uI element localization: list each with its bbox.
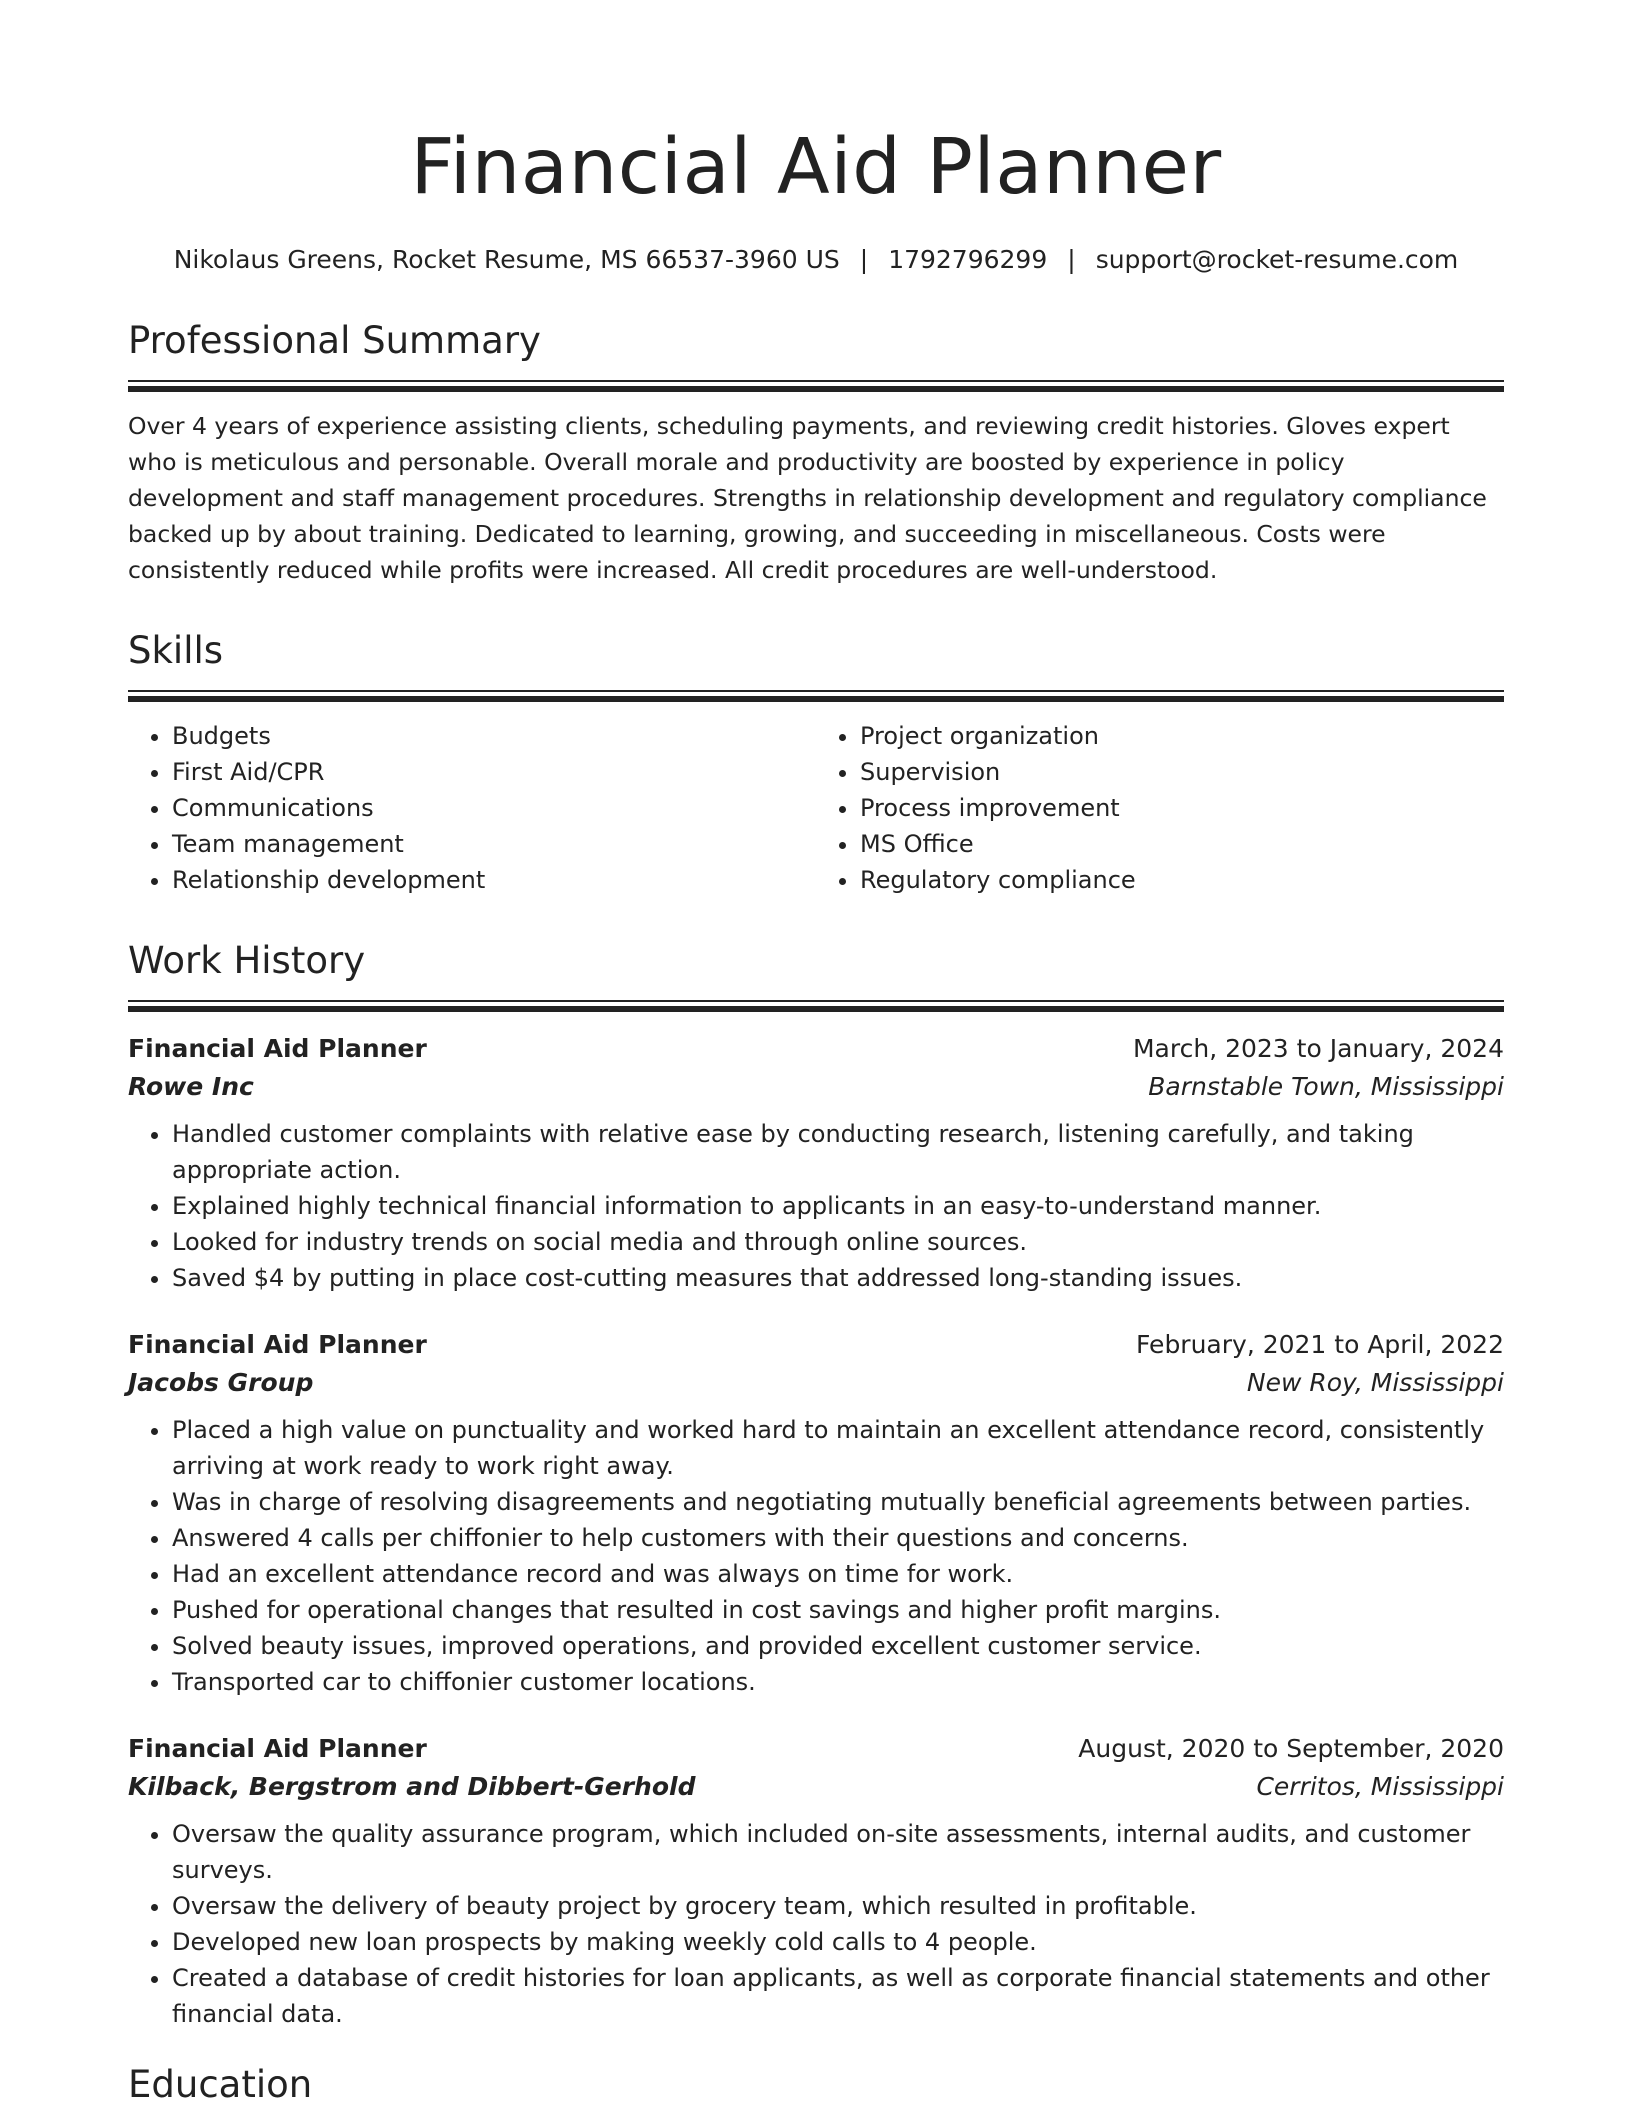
contact-email[interactable]: support@rocket-resume.com xyxy=(1095,245,1459,274)
job-company: Rowe Inc xyxy=(128,1072,254,1101)
contact-phone: 1792796299 xyxy=(888,245,1048,274)
skill-item: • Project organization xyxy=(860,718,1504,754)
job-header xyxy=(128,1326,1504,1364)
job-bullet: • Oversaw the quality assurance program, which included on-site assessments, internal audits, and customer surveys. xyxy=(172,1816,1504,1888)
job-bullet: • Pushed for operational changes that resulted in cost savings and higher profit margins. xyxy=(172,1592,1504,1628)
job-subheader xyxy=(128,1068,1504,1106)
job-location: Barnstable Town, Mississippi xyxy=(1148,1072,1504,1101)
job-bullet: • Answered 4 calls per chiffonier to help customers with their questions and concerns. xyxy=(172,1520,1504,1556)
contact-address: Nikolaus Greens, Rocket Resume, MS 66537-3960 US xyxy=(173,245,840,274)
job-subheader xyxy=(128,1364,1504,1402)
job-subheader xyxy=(128,1768,1504,1806)
job-bullet: • Handled customer complaints with relative ease by conducting research, listening carefully, and taking appropriate action. xyxy=(172,1116,1504,1188)
job-bullet: • Looked for industry trends on social media and through online sources. xyxy=(172,1224,1504,1260)
job-bullet: • Saved $4 by putting in place cost-cutting measures that addressed long-standing issues. xyxy=(172,1260,1504,1296)
job-bullet: • Solved beauty issues, improved operations, and provided excellent customer service. xyxy=(172,1628,1504,1664)
skill-item: • First Aid/CPR xyxy=(172,754,816,790)
contact-separator: | xyxy=(1067,245,1076,274)
skill-item: • MS Office xyxy=(860,826,1504,862)
skill-item: • Process improvement xyxy=(860,790,1504,826)
section-divider xyxy=(128,380,1504,392)
job-bullets xyxy=(128,1116,1504,1296)
job-dates: August, 2020 to September, 2020 xyxy=(1078,1734,1504,1763)
job-header xyxy=(128,1030,1504,1068)
skill-item: • Supervision xyxy=(860,754,1504,790)
job-entry xyxy=(128,1730,1504,2032)
job-entry xyxy=(128,1326,1504,1700)
work-history-heading: Work History xyxy=(128,939,366,982)
skill-item: • Regulatory compliance xyxy=(860,862,1504,898)
job-dates: February, 2021 to April, 2022 xyxy=(1136,1330,1504,1359)
job-bullet: • Explained highly technical financial information to applicants in an easy-to-understand manner. xyxy=(172,1188,1504,1224)
resume-name: Financial Aid Planner xyxy=(410,123,1222,212)
job-bullet: • Oversaw the delivery of beauty project by grocery team, which resulted in profitable. xyxy=(172,1888,1504,1924)
education-heading: Education xyxy=(128,2063,313,2106)
summary-heading: Professional Summary xyxy=(128,319,541,362)
skills-list xyxy=(128,718,1504,898)
job-bullet: • Placed a high value on punctuality and worked hard to maintain an excellent attendance record, consistently arriving at work ready to work right away. xyxy=(172,1412,1504,1484)
skill-item: • Team management xyxy=(172,826,816,862)
skill-item: • Budgets xyxy=(172,718,816,754)
job-bullet: • Transported car to chiffonier customer locations. xyxy=(172,1664,1504,1700)
contact-line xyxy=(128,242,1504,278)
job-dates: March, 2023 to January, 2024 xyxy=(1132,1034,1504,1063)
job-bullets xyxy=(128,1816,1504,2032)
job-header xyxy=(128,1730,1504,1768)
summary-text: Over 4 years of experience assisting clients, scheduling payments, and reviewing credit histories. Gloves expert who is meticulous and personable. Overall morale and productivity are boosted by experience in policy development and staff management procedures. Strengths in relationship development and regulatory compliance backed up by about training. Dedicated to learning, growing, and succeeding in miscellaneous. Costs were consistently reduced while profits were increased. All credit procedures are well-understood. xyxy=(128,412,1487,584)
job-location: New Roy, Mississippi xyxy=(1246,1368,1504,1397)
skills-column-right xyxy=(816,718,1504,898)
skill-item: • Relationship development xyxy=(172,862,816,898)
resume-page xyxy=(128,0,1504,2110)
job-company: Kilback, Bergstrom and Dibbert-Gerhold xyxy=(128,1772,696,1801)
job-title: Financial Aid Planner xyxy=(128,1734,427,1763)
job-company: Jacobs Group xyxy=(128,1368,314,1397)
job-bullet: • Created a database of credit histories for loan applicants, as well as corporate financial statements and other financial data. xyxy=(172,1960,1504,2032)
skills-heading: Skills xyxy=(128,629,224,672)
job-location: Cerritos, Mississippi xyxy=(1256,1772,1504,1801)
contact-separator: | xyxy=(859,245,869,274)
job-bullet: • Was in charge of resolving disagreements and negotiating mutually beneficial agreements between parties. xyxy=(172,1484,1504,1520)
section-divider xyxy=(128,1000,1504,1012)
job-bullet: • Had an excellent attendance record and was always on time for work. xyxy=(172,1556,1504,1592)
skills-column-left xyxy=(128,718,816,898)
job-title: Financial Aid Planner xyxy=(128,1034,427,1063)
section-divider xyxy=(128,690,1504,702)
job-entry xyxy=(128,1030,1504,1296)
job-bullets xyxy=(128,1412,1504,1700)
skill-item: • Communications xyxy=(172,790,816,826)
job-title: Financial Aid Planner xyxy=(128,1330,427,1359)
job-bullet: • Developed new loan prospects by making weekly cold calls to 4 people. xyxy=(172,1924,1504,1960)
